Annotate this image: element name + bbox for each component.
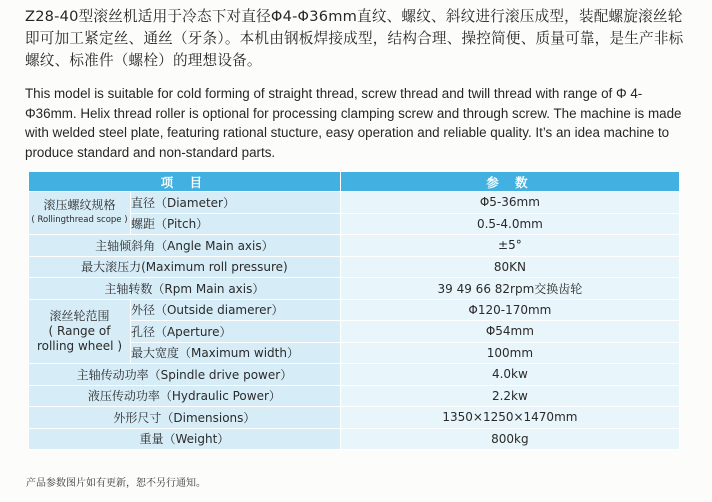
table-row [29,385,680,407]
pressure-label: 最大滚压力(Maximum roll pressure) [29,256,341,278]
outside-diameter-label: 外径（Outside diamerer） [130,299,340,321]
table-row [29,278,680,300]
spindle-power-value: 4.0kw [340,364,679,386]
diameter-label: 直径（Diameter） [130,192,340,214]
weight-label: 重量（Weight） [29,428,341,450]
angle-label: 主轴倾斜角（Angle Main axis） [29,235,341,257]
table-row [29,192,680,214]
header-param: 参 数 [340,172,679,192]
pressure-value: 80KN [340,256,679,278]
table-row [29,428,680,450]
table-header-row [29,172,680,192]
intro-english: This model is suitable for cold forming of straight thread, screw thread and twill thread with range of Φ 4-Φ36mm. Helix thread roller is optional for processing clamping screw and through screw. The machine is made with welded steel plate, featuring rational stucture, easy operation and reliable quality. It’s an idea machine to produce standard and non-standard parts. [25,86,682,160]
table-row [29,407,680,429]
table-row [29,364,680,386]
hydraulic-power-value: 2.2kw [340,385,679,407]
hydraulic-power-label: 液压传动功率（Hydraulic Power） [29,385,341,407]
rolling-spec-label-cn: 滚压螺纹规格 [43,198,116,212]
aperture-value: Φ54mm [340,321,679,343]
wheel-range-group [29,299,131,364]
weight-value: 800kg [340,428,679,450]
header-item: 项 目 [29,172,341,192]
pitch-label: 螺距（Pitch） [130,213,340,235]
dimensions-label: 外形尺寸（Dimensions） [29,407,341,429]
wheel-label-en-1: ( Range of [48,323,111,338]
rolling-spec-label-en: ( Rollingthread scope ) [31,215,128,225]
pitch-value: 0.5-4.0mm [340,213,679,235]
footer-note: 产品参数图片如有更新，恕不另行通知。 [26,478,206,489]
aperture-label: 孔径（Aperture） [130,321,340,343]
table-row [29,256,680,278]
max-width-value: 100mm [340,342,679,364]
outside-diameter-value: Φ120-170mm [340,299,679,321]
diameter-value: Φ5-36mm [340,192,679,214]
dimensions-value: 1350×1250×1470mm [340,407,679,429]
table-row [29,299,680,321]
spec-table [28,171,680,450]
max-width-label: 最大宽度（Maximum width） [130,342,340,364]
rpm-label: 主轴转数（Rpm Main axis） [29,278,341,300]
spindle-power-label: 主轴传动功率（Spindle drive power） [29,364,341,386]
intro-chinese: Z28-40型滚丝机适用于冷态下对直径Φ4-Φ36mm直纹、螺纹、斜纹进行滚压成型，装配螺旋滚丝轮即可加工紧定丝、通丝（牙条）。本机由钢板焊接成型，结构合理、操控简便、质量可靠，是生产非标螺纹、标准件（螺栓）的理想设备。 [25,8,684,69]
angle-value: ±5° [340,235,679,257]
rpm-value: 39 49 66 82rpm交换齿轮 [340,278,679,300]
table-row [29,235,680,257]
wheel-label-cn: 滚丝轮范围 [49,308,110,323]
wheel-label-en-2: rolling wheel ) [36,338,123,353]
rolling-spec-group [29,192,131,235]
